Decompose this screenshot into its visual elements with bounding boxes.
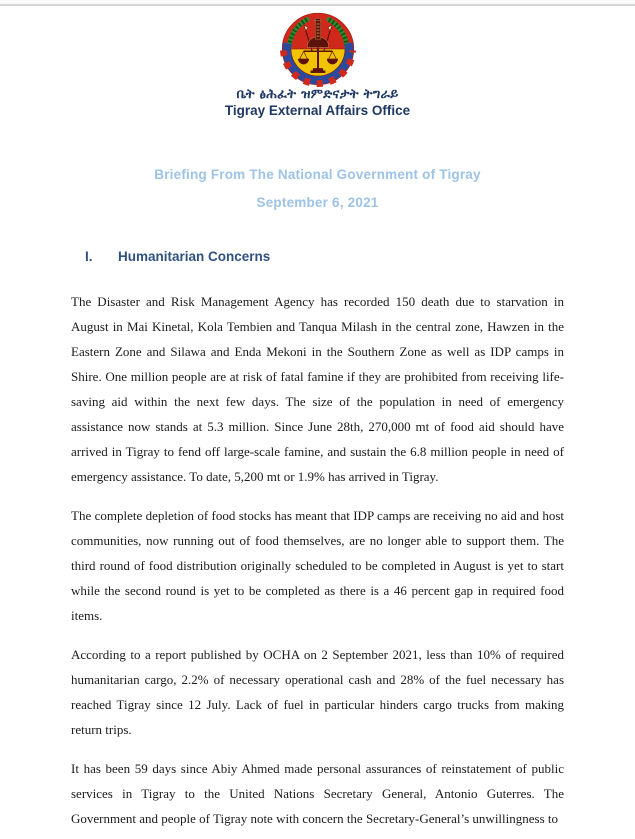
document-title: Briefing From The National Government of Tigray	[154, 167, 481, 182]
org-name-english: Tigray External Affairs Office	[224, 103, 411, 118]
section-heading	[85, 249, 564, 264]
paragraph-humanitarian-4: It has been 59 days since Abiy Ahmed made personal assurances of reinstatement of public services in Tigray to the United Nations Secretary General, Antonio Guterres. The Government and people of Tigray note with concern the Secretary-General’s unwillingness to	[71, 761, 564, 826]
org-name-tigrinya: ቤት ፅሕፈት ዝምድናታት ትግራይ	[236, 87, 399, 102]
tigray-emblem-svg	[276, 11, 360, 87]
letterhead	[71, 6, 564, 119]
section-numeral: I.	[85, 249, 93, 264]
paragraph-humanitarian-2: The complete depletion of food stocks has meant that IDP camps are receiving no aid and host communities, now running out of food themselves, are no longer able to support them. The third round of food distribution originally scheduled to be completed in August is yet to start while the second round is yet to be completed as there is a 46 percent gap in required food items.	[71, 508, 564, 623]
document-body	[71, 289, 564, 831]
document-page	[0, 6, 635, 831]
paragraph-humanitarian-3: According to a report published by OCHA on 2 September 2021, less than 10% of required humanitarian cargo, 2.2% of necessary operational cash and 28% of the fuel necessary has reached Tigray since 12 July. Lack of fuel in particular hinders cargo trucks from making return trips.	[71, 647, 564, 737]
obelisk-icon	[314, 18, 321, 39]
section-title: Humanitarian Concerns	[118, 249, 271, 264]
tigray-emblem-icon	[71, 11, 564, 87]
paragraph-humanitarian-1: The Disaster and Risk Management Agency has recorded 150 death due to starvation in August in Mai Kinetal, Kola Tembien and Tanqua Milash in the central zone, Hawzen in the Eastern Zone and Silawa and Enda Mekoni in the Southern Zone as well as IDP camps in Shire. One million people are at risk of fatal famine if they are prohibited from receiving life-saving aid within the next few days. The size of the population in need of emergency assistance now stands at 5.3 million. Since June 28th, 270,000 mt of food aid should have arrived in Tigray to fend off large-scale famine, and sustain the 6.8 million people in need of emergency assistance. To date, 5,200 mt or 1.9% has arrived in Tigray.	[71, 294, 564, 484]
title-block	[71, 167, 564, 211]
document-date: September 6, 2021	[256, 195, 379, 210]
